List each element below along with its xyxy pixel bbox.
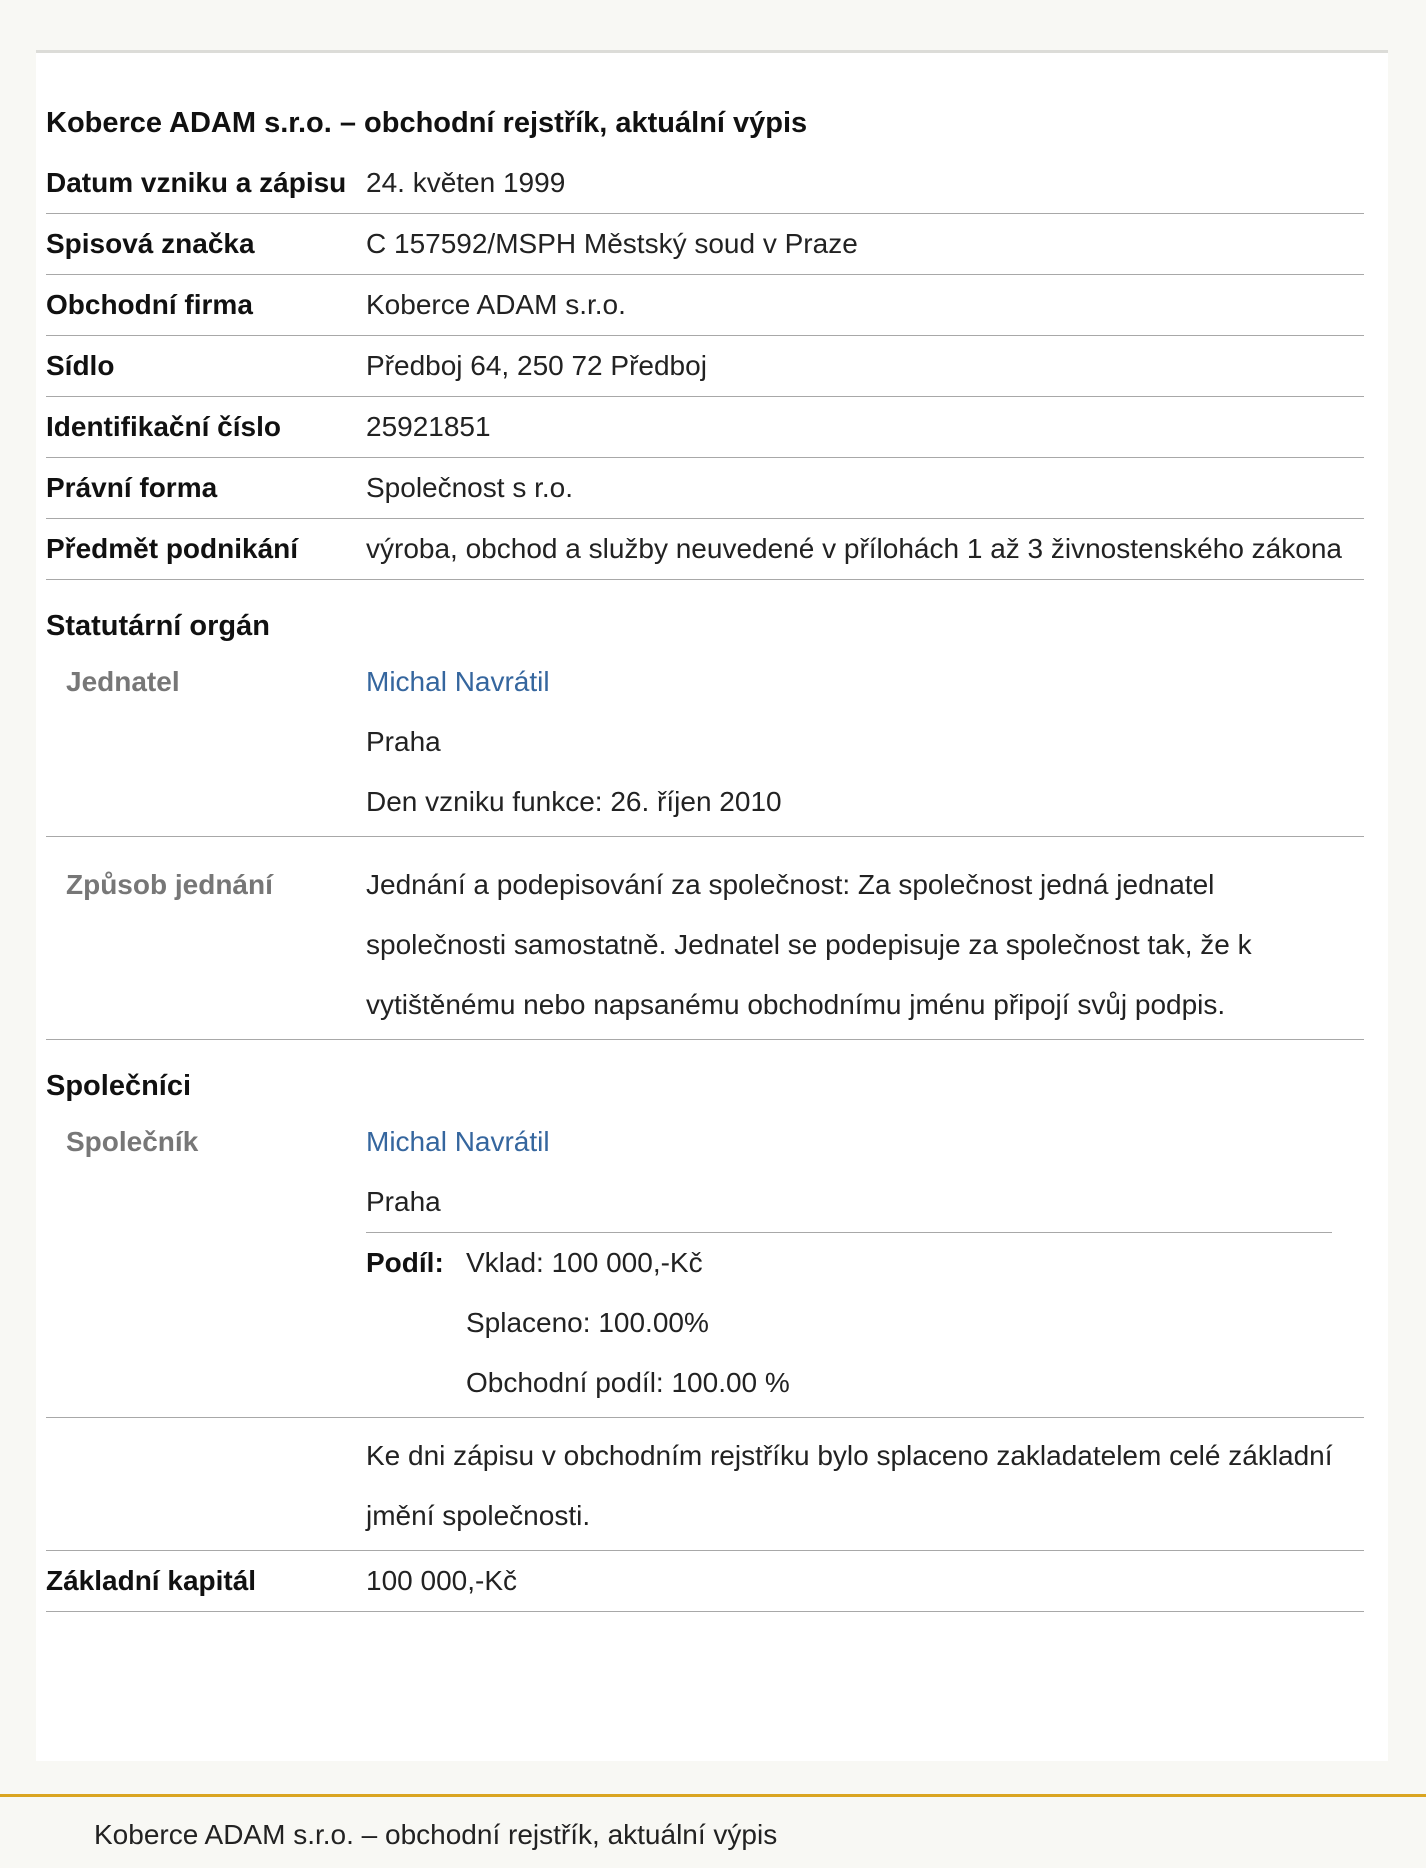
row-value: C 157592/MSPH Městský soud v Praze xyxy=(366,228,858,259)
partner-name-link[interactable]: Michal Navrátil xyxy=(366,1126,550,1157)
share-block xyxy=(366,1232,1332,1413)
capital-note: Ke dni zápisu v obchodním rejstříku bylo splaceno zakladatelem celé základní jmění společnosti. xyxy=(366,1440,1333,1531)
row-legal-form xyxy=(46,458,1364,519)
row-value: 25921851 xyxy=(366,411,491,442)
jednatel-city: Praha xyxy=(366,726,441,757)
row-date-founded xyxy=(46,153,1364,214)
share-deposit: Vklad: 100 000,-Kč xyxy=(466,1247,703,1278)
partners-heading: Společníci xyxy=(46,1070,192,1102)
partner-city: Praha xyxy=(366,1186,441,1217)
manner-text: Jednání a podepisování za společnost: Za společnost jedná jednatel společnosti samostatně. Jednatel se podepisuje za společnost tak, že k vytištěnému nebo napsanému obchodnímu jménu připojí svůj podpis. xyxy=(366,869,1252,1020)
page-footer xyxy=(0,1794,1426,1850)
page-title: Koberce ADAM s.r.o. – obchodní rejstřík, aktuální výpis xyxy=(46,107,808,139)
row-value: Předboj 64, 250 72 Předboj xyxy=(366,350,707,381)
row-manner-of-acting xyxy=(46,837,1364,1040)
row-value: 100 000,-Kč xyxy=(366,1565,517,1596)
register-card xyxy=(36,50,1388,1761)
footer-text: Koberce ADAM s.r.o. – obchodní rejstřík, aktuální výpis xyxy=(94,1819,778,1850)
manner-label: Způsob jednání xyxy=(66,869,273,900)
partner-label: Společník xyxy=(66,1126,199,1157)
row-label: Spisová značka xyxy=(46,228,255,259)
row-value: Koberce ADAM s.r.o. xyxy=(366,289,626,320)
share-paid: Splaceno: 100.00% xyxy=(466,1307,709,1338)
row-business-name xyxy=(46,275,1364,336)
jednatel-name-link[interactable]: Michal Navrátil xyxy=(366,666,550,697)
share-business-share: Obchodní podíl: 100.00 % xyxy=(466,1367,790,1398)
share-label: Podíl: xyxy=(366,1247,444,1278)
row-value: 24. květen 1999 xyxy=(366,167,566,198)
row-label: Základní kapitál xyxy=(46,1565,257,1596)
jednatel-label: Jednatel xyxy=(66,666,180,697)
jednatel-since: Den vzniku funkce: 26. říjen 2010 xyxy=(366,786,782,817)
row-value: Společnost s r.o. xyxy=(366,472,574,503)
row-label: Sídlo xyxy=(46,350,115,381)
row-label: Předmět podnikání xyxy=(46,533,299,564)
row-jednatel xyxy=(46,648,1364,837)
row-business-subject xyxy=(46,519,1364,580)
row-file-number xyxy=(46,214,1364,275)
row-label: Právní forma xyxy=(46,472,218,503)
row-partner xyxy=(46,1108,1364,1418)
row-label: Identifikační číslo xyxy=(46,411,281,442)
empty-label xyxy=(46,1418,366,1550)
statutory-heading: Statutární orgán xyxy=(46,610,270,642)
row-label: Datum vzniku a zápisu xyxy=(46,167,347,198)
register-content xyxy=(46,101,1364,1612)
row-value: výroba, obchod a služby neuvedené v přílohách 1 až 3 živnostenského zákona xyxy=(366,533,1342,564)
partner-details xyxy=(366,1112,1364,1413)
row-seat xyxy=(46,336,1364,397)
row-share-capital xyxy=(46,1551,1364,1612)
jednatel-details xyxy=(366,652,1364,832)
row-label: Obchodní firma xyxy=(46,289,253,320)
row-id-number xyxy=(46,397,1364,458)
row-capital-note xyxy=(46,1418,1364,1551)
share-values xyxy=(466,1233,1332,1413)
